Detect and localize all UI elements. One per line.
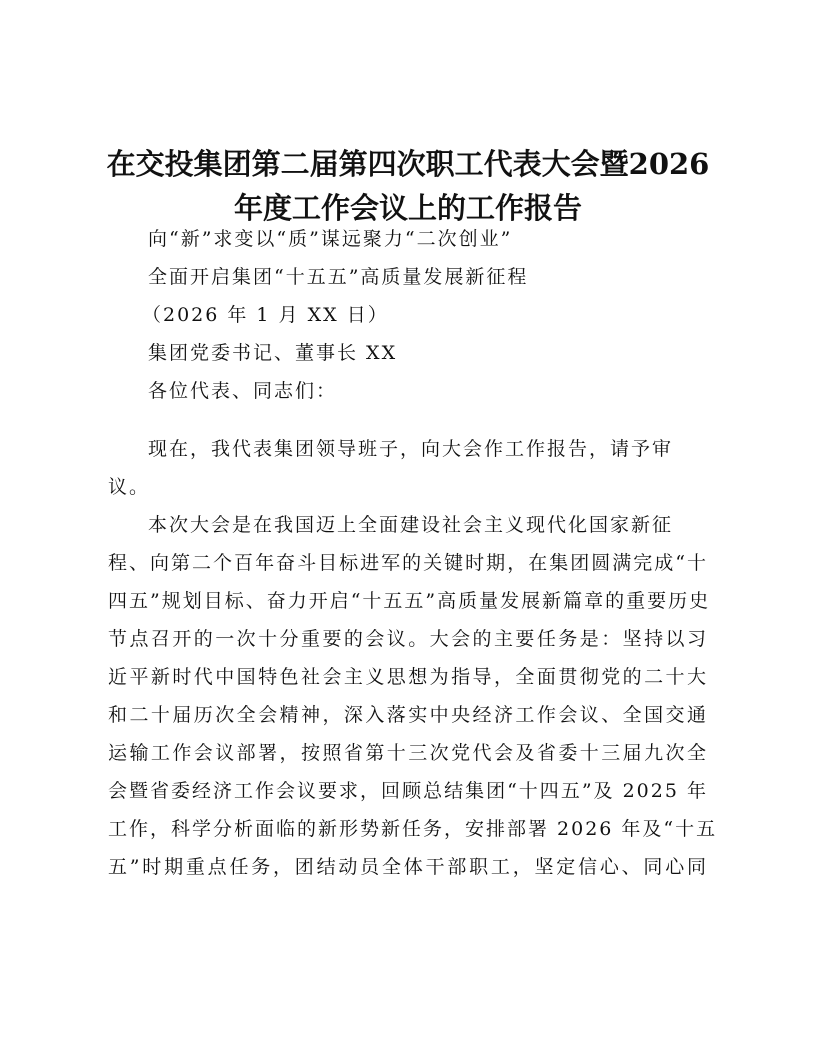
report-date: （2026 年 1 月 XX 日）: [142, 304, 389, 326]
subtitle-line-2: 全面开启集团“十五五”高质量发展新征程: [148, 266, 529, 288]
paragraph-2-line: 近平新时代中国特色社会主义思想为指导，全面贯彻党的二十大: [108, 666, 708, 688]
paragraph-2-line: 五”时期重点任务，团结动员全体干部职工，坚定信心、同心同: [108, 856, 708, 878]
paragraph-1-line: 现在，我代表集团领导班子，向大会作工作报告，请予审: [148, 438, 674, 460]
salutation: 各位代表、同志们：: [148, 380, 338, 402]
paragraph-2-line: 节点召开的一次十分重要的会议。大会的主要任务是：坚持以习: [108, 628, 708, 650]
paragraph-1-line: 议。: [108, 476, 151, 498]
subtitle-line-1: 向“新”求变以“质”谋远聚力“二次创业”: [148, 228, 513, 250]
paragraph-2-line: 程、向第二个百年奋斗目标进军的关键时期，在集团圆满完成“十: [108, 552, 708, 574]
paragraph-2-line: 会暨省委经济工作会议要求，回顾总结集团“十四五”及 2025 年: [108, 780, 708, 802]
paragraph-2-line: 四五”规划目标、奋力开启“十五五”高质量发展新篇章的重要历史: [108, 590, 711, 612]
paragraph-2-line: 本次大会是在我国迈上全面建设社会主义现代化国家新征: [148, 514, 674, 536]
speaker-line: 集团党委书记、董事长 XX: [148, 342, 398, 364]
paragraph-2-line: 和二十届历次全会精神，深入落实中央经济工作会议、全国交通: [108, 704, 708, 726]
document-title-line-1: 在交投集团第二届第四次职工代表大会暨2026: [106, 147, 710, 181]
paragraph-2-line: 工作，科学分析面临的新形势新任务，安排部署 2026 年及“十五: [108, 818, 718, 840]
paragraph-2-line: 运输工作会议部署，按照省第十三次党代会及省委十三届九次全: [108, 742, 708, 764]
document-title-line-2: 年度工作会议上的工作报告: [233, 191, 582, 225]
